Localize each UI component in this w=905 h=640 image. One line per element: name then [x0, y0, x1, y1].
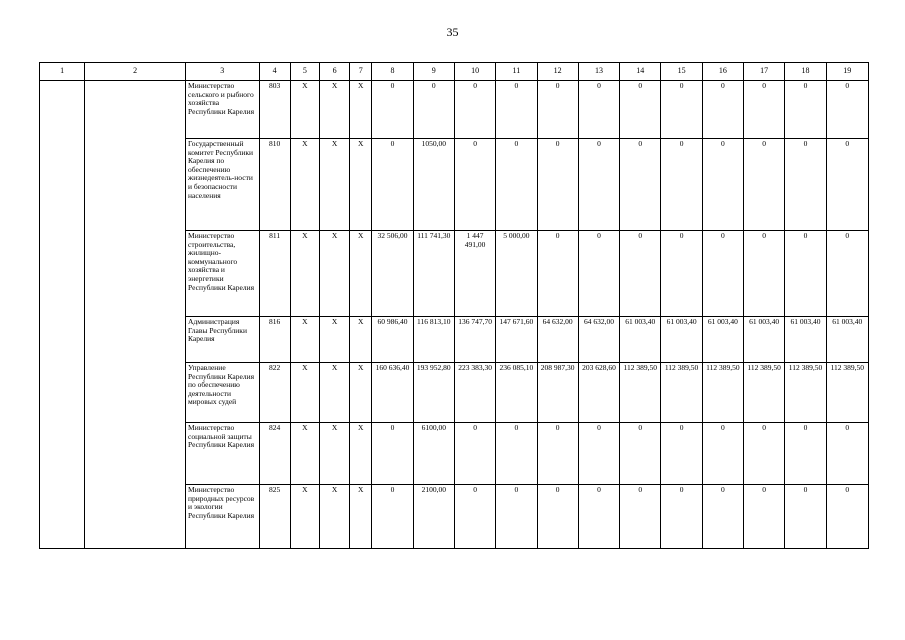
empty-cell [85, 485, 186, 549]
value-cell: 0 [537, 423, 578, 485]
value-cell: 0 [537, 139, 578, 231]
value-cell: 0 [496, 423, 537, 485]
mark-cell: X [350, 231, 372, 317]
value-cell: 0 [744, 485, 785, 549]
mark-cell: X [350, 317, 372, 363]
mark-cell: X [319, 81, 349, 139]
value-cell: 112 389,50 [744, 363, 785, 423]
value-cell: 0 [537, 81, 578, 139]
value-cell: 0 [620, 423, 661, 485]
org-code: 810 [259, 139, 290, 231]
value-cell: 0 [661, 139, 702, 231]
empty-cell [40, 81, 85, 139]
mark-cell: X [319, 363, 349, 423]
value-cell: 0 [661, 423, 702, 485]
value-cell: 0 [372, 81, 413, 139]
value-cell: 61 003,40 [826, 317, 868, 363]
value-cell: 236 085,10 [496, 363, 537, 423]
column-number: 6 [319, 63, 349, 81]
value-cell: 32 506,00 [372, 231, 413, 317]
value-cell: 0 [537, 485, 578, 549]
empty-cell [85, 81, 186, 139]
value-cell: 208 987,30 [537, 363, 578, 423]
value-cell: 0 [454, 139, 495, 231]
value-cell: 193 952,80 [413, 363, 454, 423]
organization-name: Министерство сельского и рыбного хозяйства Республики Карелия [186, 81, 260, 139]
empty-cell [40, 485, 85, 549]
organization-name: Государственный комитет Республики Карелия по обеспечению жизнедеятель-ности и безопасности населения [186, 139, 260, 231]
mark-cell: X [319, 139, 349, 231]
org-code: 803 [259, 81, 290, 139]
organization-name: Министерство строительства, жилищно-коммунального хозяйства и энергетики Республики Карелия [186, 231, 260, 317]
value-cell: 0 [537, 231, 578, 317]
value-cell: 0 [785, 231, 826, 317]
column-number: 14 [620, 63, 661, 81]
table-row [40, 81, 869, 139]
value-cell: 0 [661, 485, 702, 549]
value-cell: 112 389,50 [785, 363, 826, 423]
organization-name: Министерство природных ресурсов и экологии Республики Карелия [186, 485, 260, 549]
value-cell: 0 [620, 139, 661, 231]
value-cell: 0 [744, 231, 785, 317]
value-cell: 0 [454, 423, 495, 485]
column-number: 16 [702, 63, 743, 81]
organization-name: Министерство социальной защиты Республики Карелия [186, 423, 260, 485]
value-cell: 0 [826, 231, 868, 317]
value-cell: 61 003,40 [702, 317, 743, 363]
value-cell: 0 [661, 231, 702, 317]
column-number: 10 [454, 63, 495, 81]
empty-cell [40, 363, 85, 423]
value-cell: 0 [413, 81, 454, 139]
column-number: 4 [259, 63, 290, 81]
organization-name: Управление Республики Карелия по обеспечению деятельности мировых судей [186, 363, 260, 423]
value-cell: 203 628,60 [578, 363, 619, 423]
mark-cell: X [350, 363, 372, 423]
empty-cell [85, 139, 186, 231]
table-row [40, 139, 869, 231]
value-cell: 0 [826, 81, 868, 139]
value-cell: 223 383,30 [454, 363, 495, 423]
column-number-row [40, 63, 869, 81]
column-number: 18 [785, 63, 826, 81]
value-cell: 0 [578, 485, 619, 549]
table-row [40, 317, 869, 363]
value-cell: 0 [785, 485, 826, 549]
value-cell: 0 [702, 423, 743, 485]
value-cell: 0 [744, 139, 785, 231]
value-cell: 61 003,40 [661, 317, 702, 363]
value-cell: 0 [785, 139, 826, 231]
value-cell: 0 [826, 139, 868, 231]
mark-cell: X [319, 423, 349, 485]
empty-cell [40, 317, 85, 363]
org-code: 824 [259, 423, 290, 485]
value-cell: 0 [578, 231, 619, 317]
value-cell: 64 632,00 [537, 317, 578, 363]
empty-cell [85, 423, 186, 485]
value-cell: 0 [620, 81, 661, 139]
column-number: 1 [40, 63, 85, 81]
mark-cell: X [290, 423, 319, 485]
value-cell: 160 636,40 [372, 363, 413, 423]
column-number: 13 [578, 63, 619, 81]
column-number: 11 [496, 63, 537, 81]
empty-cell [40, 231, 85, 317]
table-row [40, 423, 869, 485]
column-number: 5 [290, 63, 319, 81]
value-cell: 116 813,10 [413, 317, 454, 363]
table-row [40, 231, 869, 317]
value-cell: 0 [578, 81, 619, 139]
value-cell: 0 [826, 423, 868, 485]
org-code: 825 [259, 485, 290, 549]
org-code: 811 [259, 231, 290, 317]
empty-cell [85, 231, 186, 317]
column-number: 7 [350, 63, 372, 81]
value-cell: 61 003,40 [785, 317, 826, 363]
value-cell: 0 [496, 139, 537, 231]
value-cell: 136 747,70 [454, 317, 495, 363]
column-number: 17 [744, 63, 785, 81]
value-cell: 0 [620, 231, 661, 317]
value-cell: 0 [578, 139, 619, 231]
column-number: 3 [186, 63, 260, 81]
empty-cell [40, 139, 85, 231]
mark-cell: X [290, 81, 319, 139]
value-cell: 0 [702, 231, 743, 317]
table-row [40, 363, 869, 423]
mark-cell: X [290, 317, 319, 363]
value-cell: 0 [454, 485, 495, 549]
mark-cell: X [290, 363, 319, 423]
value-cell: 0 [496, 485, 537, 549]
value-cell: 0 [826, 485, 868, 549]
mark-cell: X [350, 423, 372, 485]
value-cell: 0 [744, 81, 785, 139]
table-row [40, 485, 869, 549]
value-cell: 64 632,00 [578, 317, 619, 363]
value-cell: 1 447 491,00 [454, 231, 495, 317]
value-cell: 0 [454, 81, 495, 139]
column-number: 2 [85, 63, 186, 81]
empty-cell [40, 423, 85, 485]
mark-cell: X [319, 485, 349, 549]
value-cell: 61 003,40 [620, 317, 661, 363]
value-cell: 0 [661, 81, 702, 139]
value-cell: 0 [702, 81, 743, 139]
value-cell: 1050,00 [413, 139, 454, 231]
column-number: 12 [537, 63, 578, 81]
mark-cell: X [290, 139, 319, 231]
value-cell: 61 003,40 [744, 317, 785, 363]
column-number: 9 [413, 63, 454, 81]
value-cell: 0 [785, 81, 826, 139]
mark-cell: X [350, 485, 372, 549]
budget-table [39, 62, 869, 549]
mark-cell: X [319, 317, 349, 363]
column-number: 8 [372, 63, 413, 81]
value-cell: 112 389,50 [620, 363, 661, 423]
value-cell: 0 [372, 423, 413, 485]
value-cell: 0 [702, 485, 743, 549]
value-cell: 0 [702, 139, 743, 231]
mark-cell: X [290, 231, 319, 317]
value-cell: 112 389,50 [702, 363, 743, 423]
value-cell: 5 000,00 [496, 231, 537, 317]
value-cell: 0 [785, 423, 826, 485]
value-cell: 0 [620, 485, 661, 549]
value-cell: 0 [372, 139, 413, 231]
value-cell: 112 389,50 [826, 363, 868, 423]
page-number: 35 [446, 25, 459, 39]
mark-cell: X [290, 485, 319, 549]
organization-name: Администрация Главы Республики Карелия [186, 317, 260, 363]
value-cell: 0 [578, 423, 619, 485]
value-cell: 60 986,40 [372, 317, 413, 363]
column-number: 19 [826, 63, 868, 81]
value-cell: 0 [744, 423, 785, 485]
value-cell: 111 741,30 [413, 231, 454, 317]
value-cell: 147 671,60 [496, 317, 537, 363]
table-body [40, 81, 869, 549]
org-code: 816 [259, 317, 290, 363]
mark-cell: X [350, 81, 372, 139]
org-code: 822 [259, 363, 290, 423]
value-cell: 2100,00 [413, 485, 454, 549]
empty-cell [85, 317, 186, 363]
value-cell: 0 [496, 81, 537, 139]
value-cell: 6100,00 [413, 423, 454, 485]
value-cell: 112 389,50 [661, 363, 702, 423]
mark-cell: X [350, 139, 372, 231]
empty-cell [85, 363, 186, 423]
column-number: 15 [661, 63, 702, 81]
mark-cell: X [319, 231, 349, 317]
value-cell: 0 [372, 485, 413, 549]
